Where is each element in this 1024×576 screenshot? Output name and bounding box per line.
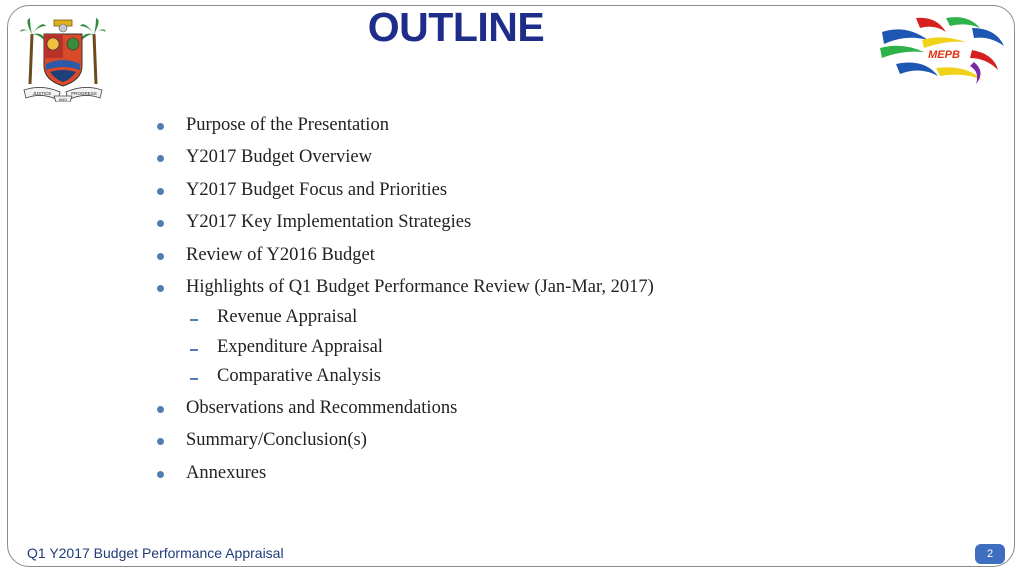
bullet-icon: [157, 406, 164, 413]
list-item: Y2017 Key Implementation Strategies: [186, 212, 472, 232]
list-item: Annexures: [186, 463, 267, 483]
list-item: Summary/Conclusion(s): [186, 430, 367, 450]
sub-list-item: Expenditure Appraisal: [217, 337, 383, 357]
bullet-icon: [157, 188, 164, 195]
list-item: Purpose of the Presentation: [186, 115, 389, 135]
list-item: Review of Y2016 Budget: [186, 245, 375, 265]
sub-list-item: Comparative Analysis: [217, 366, 381, 386]
list-item: Observations and Recommendations: [186, 398, 458, 418]
list-item: Y2017 Budget Focus and Priorities: [186, 180, 448, 200]
dash-icon: [190, 349, 198, 351]
list-item: Y2017 Budget Overview: [186, 147, 372, 167]
footer-text: Q1 Y2017 Budget Performance Appraisal: [27, 545, 284, 561]
bullet-icon: [157, 438, 164, 445]
dash-icon: [190, 319, 198, 321]
bullet-icon: [157, 253, 164, 260]
bullet-icon: [157, 471, 164, 478]
page-number-badge: 2: [975, 544, 1005, 564]
bullet-icon: [157, 123, 164, 130]
list-item: Highlights of Q1 Budget Performance Review (Jan-Mar, 2017): [186, 277, 654, 297]
bullet-icon: [157, 285, 164, 292]
bullet-icon: [157, 220, 164, 227]
bullet-icon: [157, 155, 164, 162]
dash-icon: [190, 378, 198, 380]
page-title: OUTLINE: [367, 4, 545, 50]
mepb-logo-text: MEPB: [928, 49, 960, 61]
sub-list-item: Revenue Appraisal: [217, 307, 358, 327]
motto-left-text: JUSTICE: [32, 91, 52, 96]
motto-center-text: AND: [58, 97, 68, 102]
motto-right-text: PROGRESS: [71, 91, 97, 96]
